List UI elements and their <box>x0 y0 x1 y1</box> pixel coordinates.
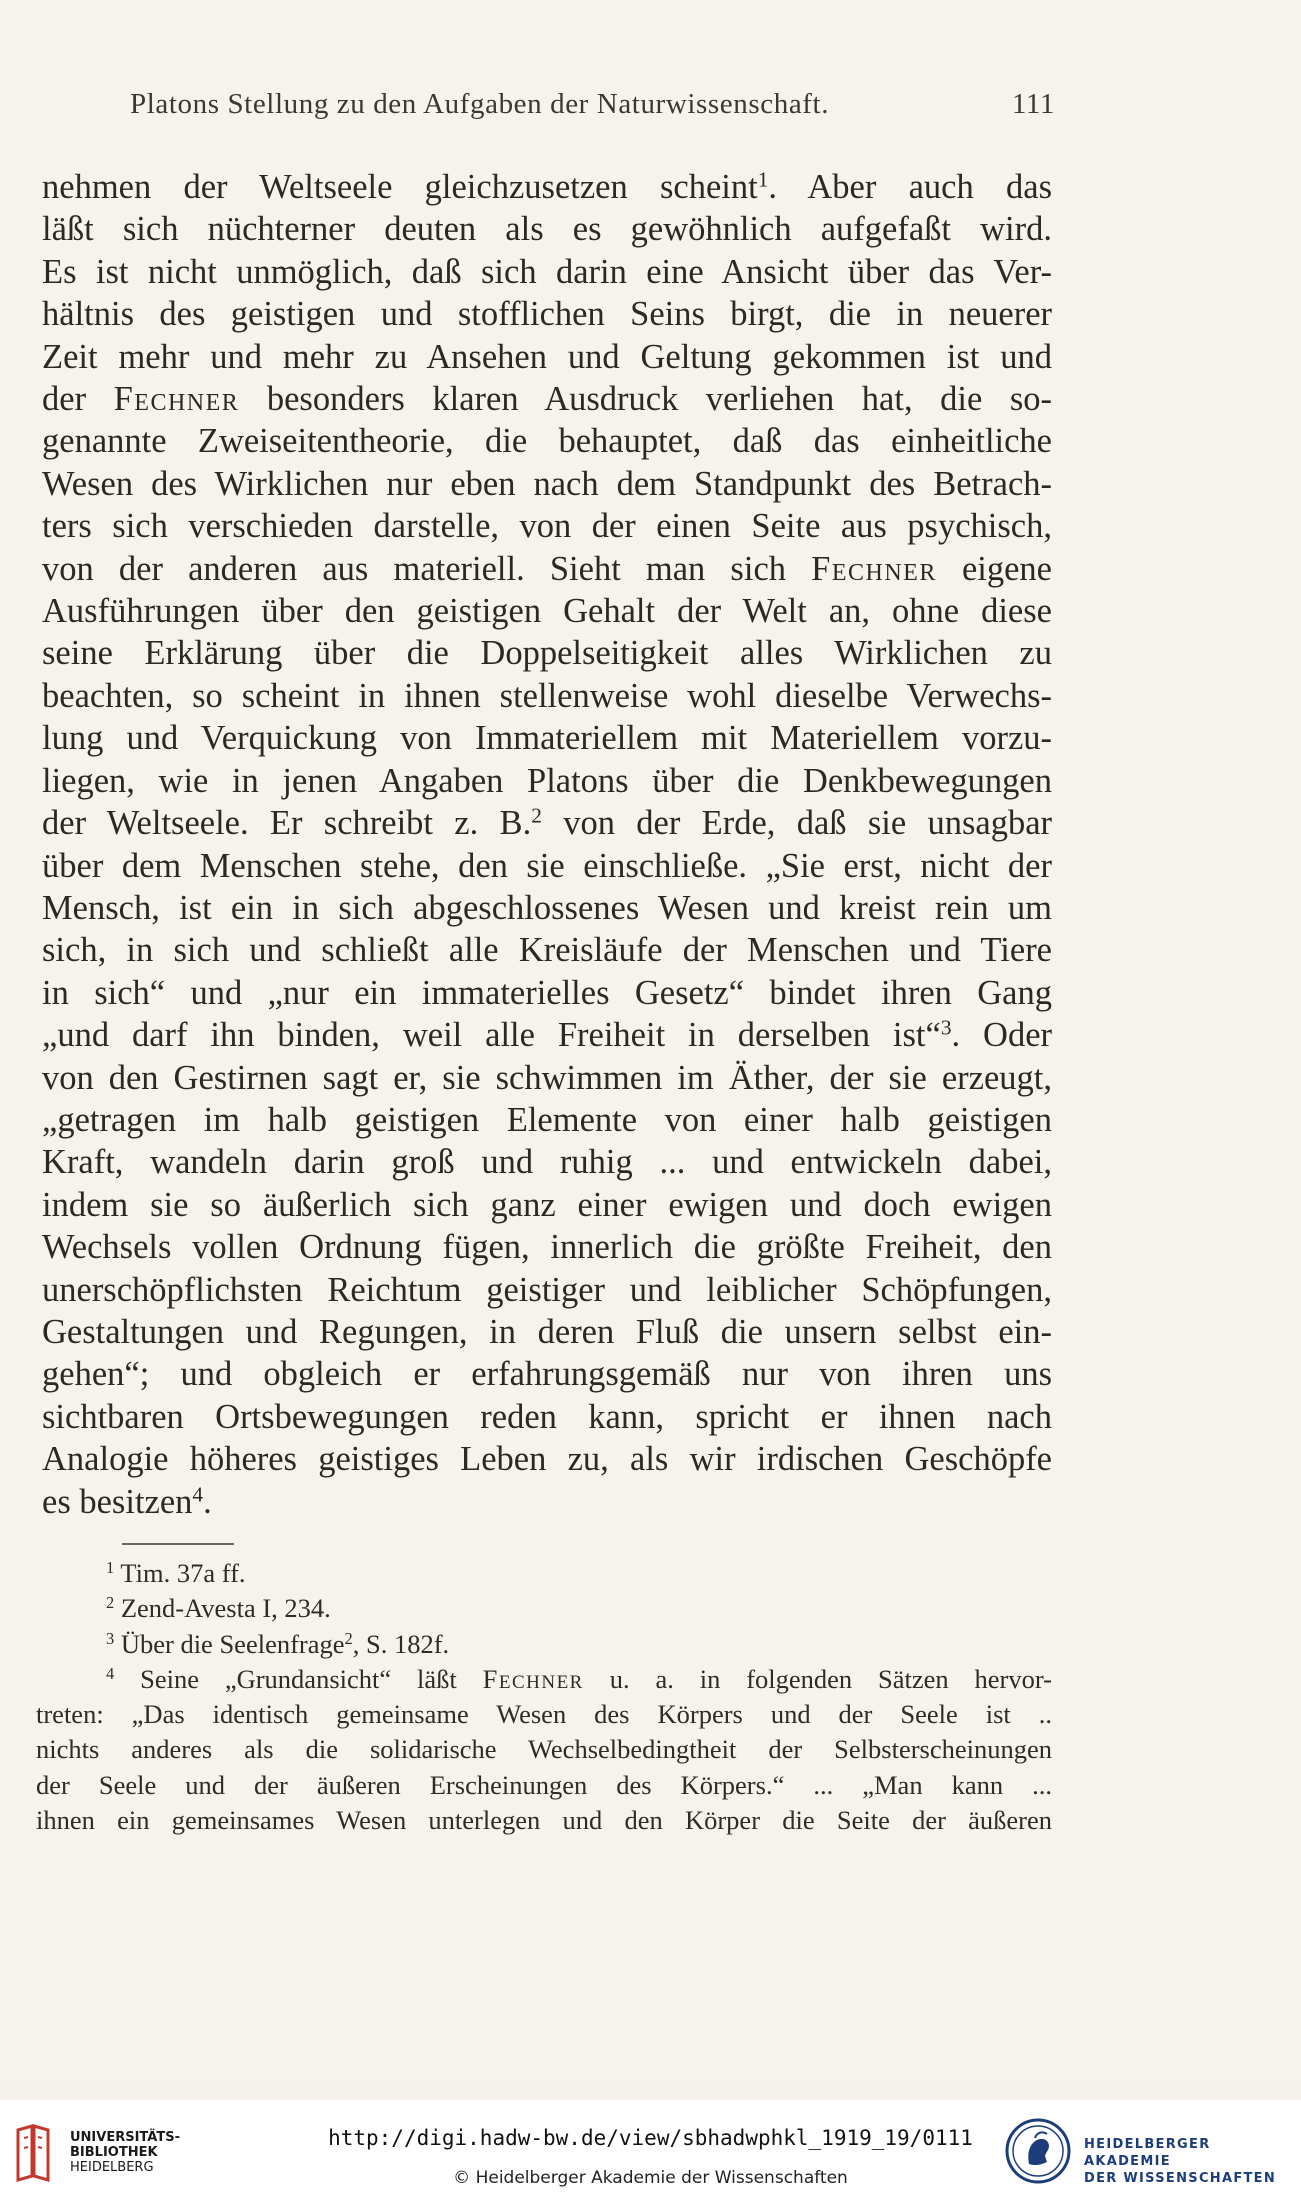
author-name: Fechner <box>811 549 937 588</box>
author-name: Fechner <box>113 380 240 419</box>
text-line: sich, in sich und schließt alle Kreisläufe der Menschen und Tiere <box>42 931 1052 970</box>
text-line: ters sich verschieden darstelle, von der einen Seite aus psychisch, <box>42 507 1052 546</box>
text-line: unerschöpflichsten Reichtum geistiger und leiblicher Schöpfungen, <box>42 1270 1052 1309</box>
text-line: „getragen im halb geistigen Elemente von einer halb geistigen <box>42 1100 1052 1139</box>
text-line: hältnis des geistigen und stofflichen Seins birgt, die in neuerer <box>42 295 1052 334</box>
running-title: Platons Stellung zu den Aufgaben der Naturwissenschaft. <box>130 88 830 120</box>
footnote-ref: 4 <box>192 1481 204 1506</box>
footnote-4-line: nichts anderes als die solidarische Wechselbedingtheit der Selbsterscheinungen <box>36 1734 1052 1765</box>
text-line: von der anderen aus materiell. Sieht man sich Fechner eigene <box>42 549 1052 588</box>
footnote-2: $^2$ Zend-Avesta I, 234. <box>106 1593 331 1624</box>
text-line: Analogie höheres geistiges Leben zu, als wir irdischen Geschöpfe <box>42 1440 1052 1479</box>
academy-name: HEIDELBERGER AKADEMIE DER WISSENSCHAFTEN <box>1084 2137 1277 2186</box>
footnote-4-line: der Seele und der äußeren Erscheinungen des Körpers.“ ... „Man kann ... <box>36 1769 1052 1800</box>
text-line: indem sie so äußerlich sich ganz einer ewigen und doch ewigen <box>42 1185 1052 1224</box>
text-line: Kraft, wandeln darin groß und ruhig ... und entwickeln dabei, <box>42 1143 1052 1182</box>
text-line: von den Gestirnen sagt er, sie schwimmen im Äther, der sie erzeugt, <box>42 1058 1052 1097</box>
text-line: gehen“; und obgleich er erfahrungsgemäß nur von ihren uns <box>42 1355 1052 1394</box>
footnote-4: $^4$ Seine „Grundansicht“ läßt Fechner u. a. in folgenden Sätzen hervor- <box>106 1663 1052 1694</box>
text-line: lung und Verquickung von Immateriellem mit Materiellem vorzu- <box>42 719 1052 758</box>
footnote-ref: 3 <box>940 1015 952 1040</box>
text-line: in sich“ und „nur ein immaterielles Gesetz“ bindet ihren Gang <box>42 973 1052 1012</box>
text-line: läßt sich nüchterner deuten als es gewöhnlich aufgefaßt wird. <box>42 210 1052 249</box>
footnote-1: $^1$ Tim. 37a ff. <box>106 1557 246 1588</box>
footnote-4-line: treten: „Das identisch gemeinsame Wesen des Körpers und der Seele ist .. <box>36 1699 1052 1730</box>
text-line: Es ist nicht unmöglich, daß sich darin eine Ansicht über das Ver- <box>42 252 1052 291</box>
text-line: es besitzen$^4$. <box>42 1481 212 1521</box>
footnote-divider <box>122 1543 234 1545</box>
viewer-footer <box>0 2100 1301 2200</box>
academy-seal-icon <box>1005 2118 1071 2184</box>
text-line: nehmen der Weltseele gleichzusetzen scheint$^1$. Aber auch das <box>42 167 1052 206</box>
text-line: Wechsels vollen Ordnung fügen, innerlich die größte Freiheit, den <box>42 1228 1052 1267</box>
footnote-3: $^3$ Über die Seelenfrage$^2$, S. 182f. <box>106 1628 450 1659</box>
text-line: der Fechner besonders klaren Ausdruck verliehen hat, die so- <box>42 380 1052 419</box>
text-line: „und darf ihn binden, weil alle Freiheit in derselben ist“$^3$. Oder <box>42 1015 1052 1055</box>
author-name: Fechner <box>482 1663 584 1694</box>
page-number: 111 <box>1011 88 1055 120</box>
footnote-ref: 1 <box>757 167 769 192</box>
text-line: Ausführungen über den geistigen Gehalt der Welt an, ohne diese <box>42 592 1052 631</box>
text-line: Wesen des Wirklichen nur eben nach dem Standpunkt des Betrach- <box>42 464 1052 503</box>
copyright-notice: © Heidelberger Akademie der Wissenschaften <box>453 2168 848 2188</box>
text-line: seine Erklärung über die Doppelseitigkeit alles Wirklichen zu <box>42 634 1052 673</box>
text-line: liegen, wie in jenen Angaben Platons über die Denkbewegungen <box>42 761 1052 800</box>
permalink[interactable]: http://digi.hadw-bw.de/view/sbhadwphkl_1919_19/0111 <box>328 2126 973 2150</box>
text-line: Zeit mehr und mehr zu Ansehen und Geltung gekommen ist und <box>42 337 1052 376</box>
text-line: Gestaltungen und Regungen, in deren Fluß die unsern selbst ein- <box>42 1312 1052 1351</box>
footnote-4-line: ihnen ein gemeinsames Wesen unterlegen und den Körper die Seite der äußeren <box>36 1805 1052 1836</box>
footnote-ref: 2 <box>531 803 542 828</box>
text-line: Mensch, ist ein in sich abgeschlossenes Wesen und kreist rein um <box>42 888 1052 927</box>
running-head <box>130 88 1055 121</box>
text-line: sichtbaren Ortsbewegungen reden kann, spricht er ihnen nach <box>42 1397 1052 1436</box>
footnotes <box>36 1556 1052 1838</box>
text-line: beachten, so scheint in ihnen stellenweise wohl dieselbe Verwechs- <box>42 676 1052 715</box>
main-text <box>42 166 1052 1523</box>
text-line: genannte Zweiseitentheorie, die behauptet, daß das einheitliche <box>42 422 1052 461</box>
text-line: über dem Menschen stehe, den sie einschließe. „Sie erst, nicht der <box>42 846 1052 885</box>
text-line: der Weltseele. Er schreibt z. B.$^2$ von der Erde, daß sie unsagbar <box>42 803 1052 843</box>
university-library-name: UNIVERSITÄTS- BIBLIOTHEK HEIDELBERG <box>70 2130 180 2175</box>
